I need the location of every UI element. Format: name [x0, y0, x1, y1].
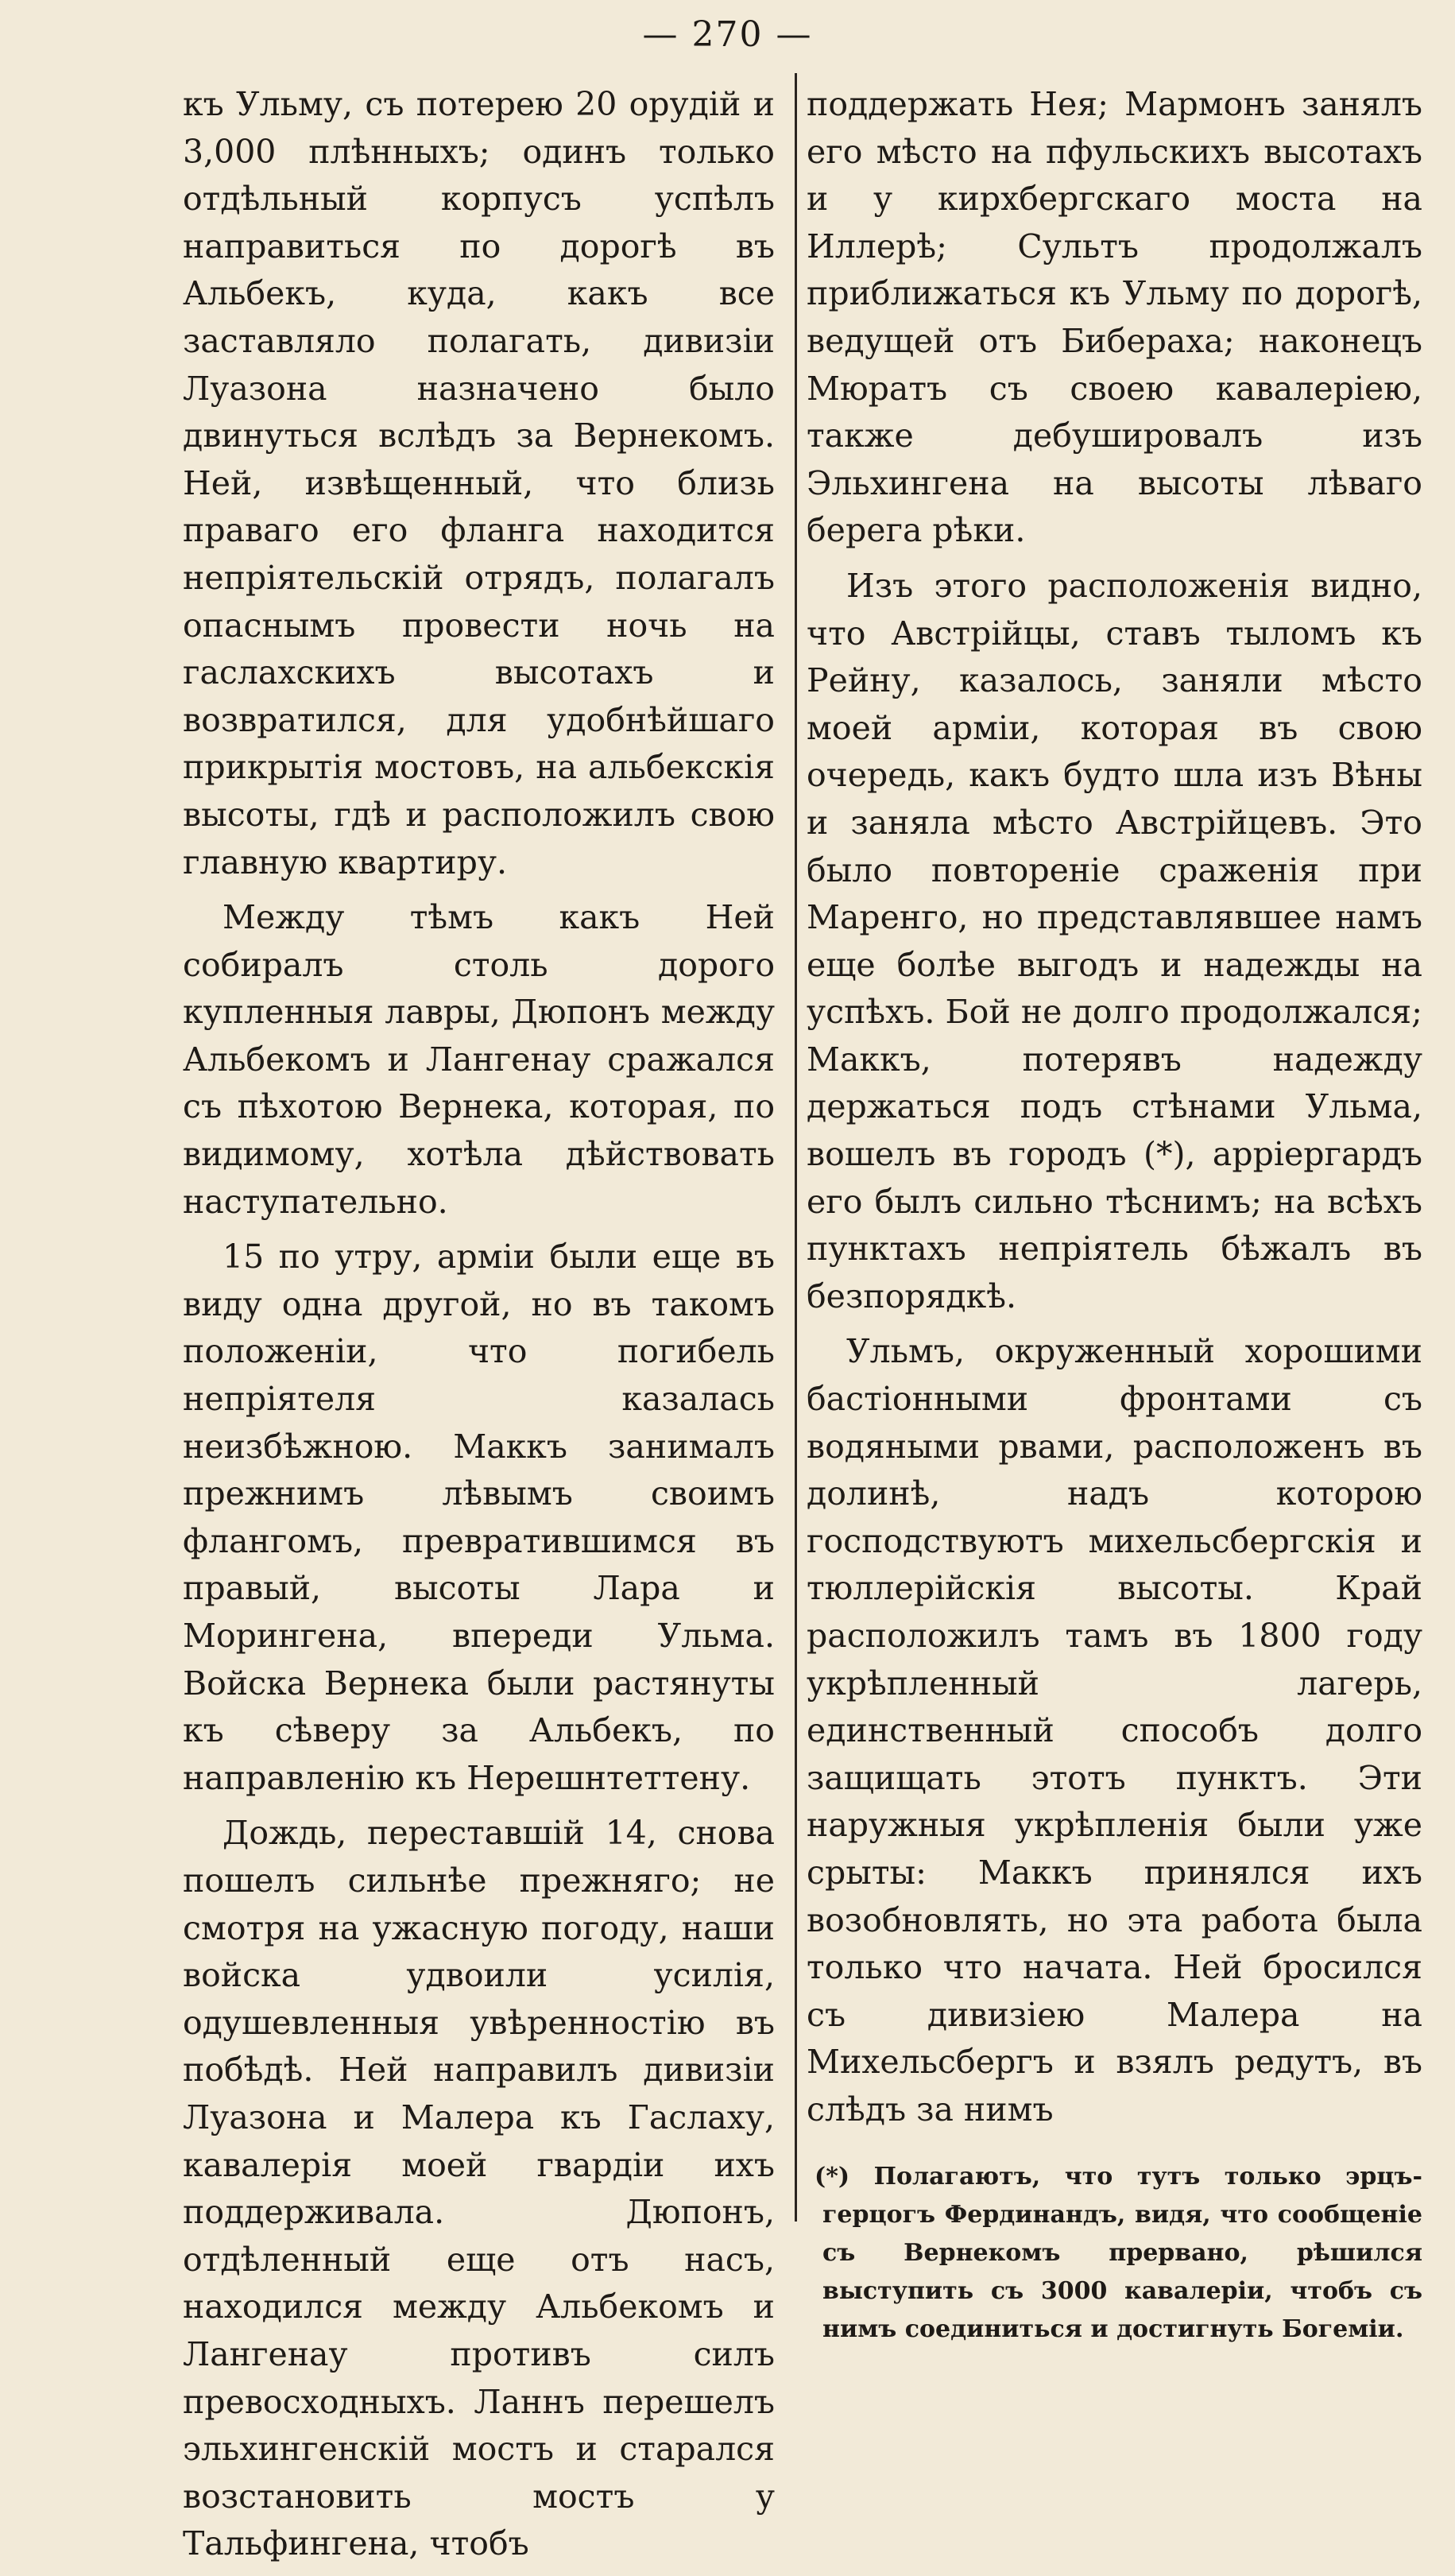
column-divider	[795, 73, 797, 2222]
paragraph: Ульмъ, окруженный хорошими бастіонными фронтами съ водяными рвами, расположенъ въ долинѣ, надъ которою господствуютъ михельсбергскія и тюллерійскія высоты. Край расположилъ тамъ въ 1800 году укрѣпленный лагерь, единственный способъ долго защищать этотъ пунктъ. Эти наружныя укрѣпленія были уже срыты: Маккъ принялся ихъ возобновлять, но эта работа была только что начата. Ней бросился съ дивизіею Малера на Михельсбергъ и взялъ редутъ, въ слѣдъ за нимъ	[807, 1332, 1422, 2129]
left-column	[183, 81, 775, 2576]
paragraph: къ Ульму, съ потерею 20 орудій и 3,000 плѣнныхъ; одинъ только отдѣльный корпусъ успѣлъ направиться по дорогѣ въ Альбекъ, куда, какъ все заставляло полагать, дивизіи Луазона назначено было двинуться вслѣдъ за Вернекомъ. Ней, извѣщенный, что близь праваго его фланга находится непріятельскій отрядъ, полагалъ опаснымъ провести ночь на гаслахскихъ высотахъ и возвратился, для удобнѣйшаго прикрытія мостовъ, на альбекскія высоты, гдѣ и расположилъ свою главную квартиру.	[183, 85, 775, 881]
paragraph: 15 по утру, арміи были еще въ виду одна другой, но въ такомъ положеніи, что погибель непріятеля казалась неизбѣжною. Маккъ занималъ прежнимъ лѣвымъ своимъ флангомъ, превратившимся въ правый, высоты Лара и Морингена, впереди Ульма. Войска Вернека были растянуты къ сѣверу за Альбекъ, по направленію къ Нерешнтеттену.	[183, 1238, 775, 1797]
paragraph: Между тѣмъ какъ Ней собиралъ столь дорого купленныя лавры, Дюпонъ между Альбекомъ и Лангенау сражался съ пѣхотою Вернека, которая, по видимому, хотѣла дѣйствовать наступательно.	[183, 898, 775, 1221]
paragraph: Дождь, переставшій 14, снова пошелъ сильнѣе прежняго; не смотря на ужасную погоду, наши войска удвоили усилія, одушевленныя увѣренностію въ побѣдѣ. Ней направилъ дивизіи Луазона и Малера къ Гаслаху, кавалерія моей гвардіи ихъ поддерживала. Дюпонъ, отдѣленный еще отъ насъ, находился между Альбекомъ и Лангенау противъ силъ превосходныхъ. Ланнъ перешелъ эльхингенскій мостъ и старался возстановить мостъ у Тальфингена, чтобъ	[183, 1814, 775, 2563]
paragraph: Изъ этого расположенія видно, что Австрійцы, ставъ тыломъ къ Рейну, казалось, заняли мѣсто моей арміи, которая въ свою очередь, какъ будто шла изъ Вѣны и заняла мѣсто Австрійцевъ. Это было повтореніе сраженія при Маренго, но представлявшее намъ еще болѣе выгодъ и надежды на успѣхъ. Бой не долго продолжался; Маккъ, потерявъ надежду держаться подъ стѣнами Ульма, вошелъ въ городъ (*), арріергардъ его былъ сильно тѣснимъ; на всѣхъ пунктахъ непріятель бѣжалъ въ безпорядкѣ.	[807, 566, 1422, 1315]
paragraph: поддержать Нея; Мармонъ занялъ его мѣсто на пфульскихъ высотахъ и у кирхбергскаго моста на Иллерѣ; Сультъ продолжалъ приближаться къ Ульму по дорогѣ, ведущей отъ Бибераха; наконецъ Мюратъ съ своею кавалеріею, также дебушировалъ изъ Эльхингена на высоты лѣваго берега рѣки.	[807, 85, 1422, 550]
footnote: (*) Полагаютъ, что тутъ только эрцъ-герцогъ Фердинандъ, видя, что сообщеніе съ Вернекомъ прервано, рѣшился выступить съ 3000 кавалеріи, чтобъ съ нимъ соединиться и достигнуть Богеміи.	[815, 2162, 1422, 2343]
page-number: — 270 —	[642, 14, 813, 55]
right-column	[807, 81, 1422, 2349]
